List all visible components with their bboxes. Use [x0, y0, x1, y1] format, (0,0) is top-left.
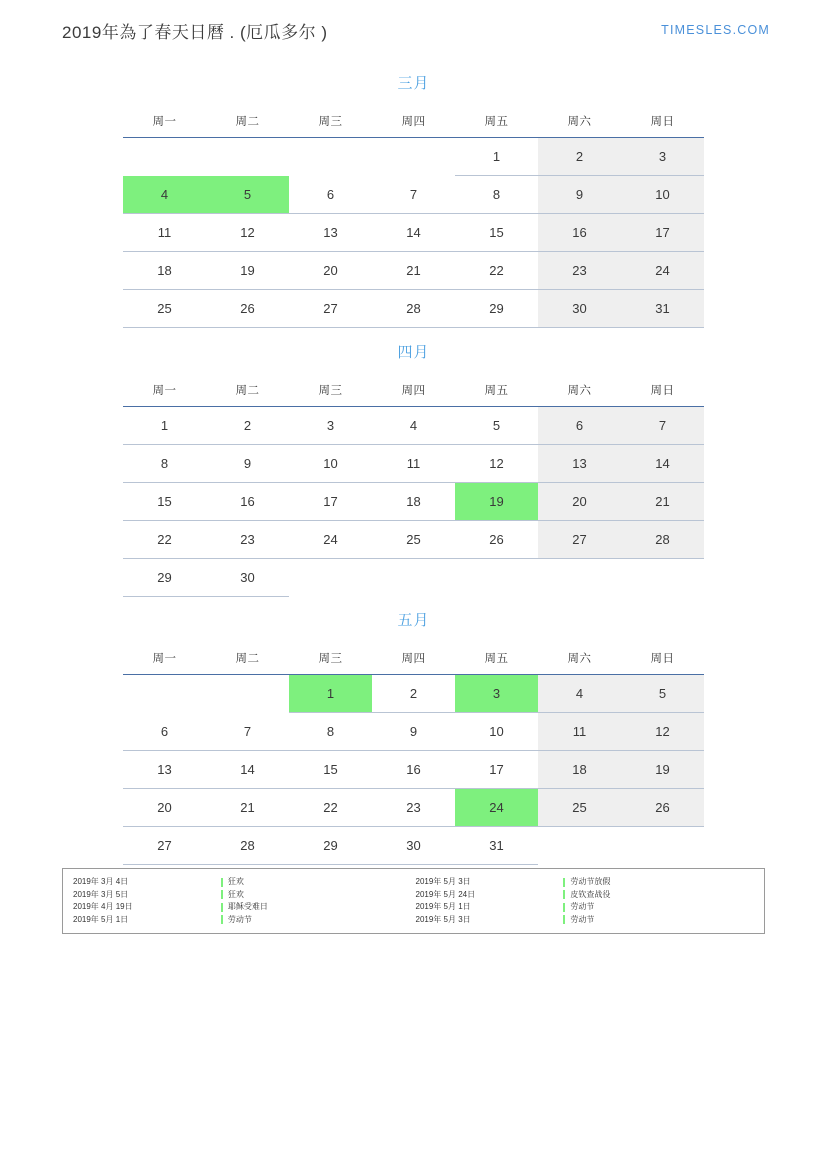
- legend-names-right: [563, 876, 758, 926]
- weekday-header: 周一: [123, 109, 206, 138]
- day-cell[interactable]: 22: [123, 521, 206, 559]
- legend-date: 2019年 5月 3日: [415, 877, 471, 886]
- weekday-header: 周五: [455, 109, 538, 138]
- week-row: [123, 827, 704, 865]
- day-cell[interactable]: 29: [289, 827, 372, 865]
- legend-date: 2019年 5月 3日: [415, 914, 471, 924]
- month-body: [123, 407, 704, 597]
- legend-date: 2019年 5月 1日: [415, 902, 471, 911]
- day-cell[interactable]: 6: [538, 407, 621, 445]
- legend-name-text: 狂欢: [227, 877, 244, 886]
- day-cell[interactable]: 23: [372, 789, 455, 827]
- day-cell-empty: [455, 559, 538, 597]
- legend-holiday-name: [563, 889, 758, 902]
- day-cell[interactable]: 10: [455, 713, 538, 751]
- day-cell[interactable]: 1: [455, 138, 538, 176]
- week-row: [123, 559, 704, 597]
- day-cell[interactable]: 19: [621, 751, 704, 789]
- day-cell[interactable]: 18: [372, 483, 455, 521]
- week-row: [123, 176, 704, 214]
- day-cell[interactable]: 5: [455, 407, 538, 445]
- day-cell-empty: [621, 827, 704, 865]
- legend-dates-right: [416, 876, 564, 926]
- day-cell[interactable]: 14: [206, 751, 289, 789]
- day-cell[interactable]: 23: [538, 252, 621, 290]
- month-title: 五月: [397, 612, 430, 629]
- weekday-header: 周四: [372, 646, 455, 675]
- page-header: [0, 18, 827, 50]
- day-cell[interactable]: 26: [206, 290, 289, 328]
- weekday-header: 周日: [621, 378, 704, 407]
- day-cell[interactable]: 6: [123, 713, 206, 751]
- day-cell-empty: [206, 675, 289, 713]
- month-grid: [123, 646, 704, 865]
- legend-color-swatch: [221, 878, 223, 887]
- day-cell[interactable]: 13: [123, 751, 206, 789]
- day-cell[interactable]: 11: [538, 713, 621, 751]
- day-cell[interactable]: 25: [538, 789, 621, 827]
- month-title: 四月: [397, 344, 430, 361]
- month-title: 三月: [397, 75, 430, 92]
- day-cell-empty: [621, 559, 704, 597]
- day-cell[interactable]: 9: [206, 445, 289, 483]
- legend-color-swatch: [221, 915, 223, 924]
- day-cell[interactable]: 21: [621, 483, 704, 521]
- day-cell[interactable]: 3: [289, 407, 372, 445]
- day-cell[interactable]: 30: [538, 290, 621, 328]
- month-grid: [123, 378, 704, 597]
- weekday-header: 周四: [372, 109, 455, 138]
- week-row: [123, 138, 704, 176]
- week-row: [123, 252, 704, 290]
- month-grid: [123, 109, 704, 328]
- day-cell-empty: [372, 138, 455, 176]
- legend-name-text: 狂欢: [227, 889, 244, 899]
- day-cell[interactable]: 7: [621, 407, 704, 445]
- legend-names-left: [221, 876, 416, 926]
- day-cell[interactable]: 10: [621, 176, 704, 214]
- week-row: [123, 713, 704, 751]
- day-cell-holiday[interactable]: 19: [455, 483, 538, 521]
- day-cell[interactable]: 18: [123, 252, 206, 290]
- legend-holiday-name: [221, 889, 416, 902]
- legend-name-text: 劳动节: [570, 914, 595, 924]
- week-row: [123, 521, 704, 559]
- legend-color-swatch: [221, 890, 223, 899]
- weekday-header: 周日: [621, 646, 704, 675]
- day-cell[interactable]: 12: [206, 214, 289, 252]
- day-cell[interactable]: 3: [621, 138, 704, 176]
- legend-name-text: 劳动节: [570, 902, 595, 911]
- day-cell[interactable]: 4: [538, 675, 621, 713]
- day-cell[interactable]: 5: [621, 675, 704, 713]
- day-cell[interactable]: 14: [372, 214, 455, 252]
- month-block-may: [123, 609, 704, 865]
- legend-color-swatch: [563, 890, 565, 899]
- day-cell[interactable]: 21: [206, 789, 289, 827]
- weekday-header: 周四: [372, 378, 455, 407]
- week-row: [123, 407, 704, 445]
- week-row: [123, 445, 704, 483]
- month-block-april: [123, 341, 704, 597]
- holiday-legend: [62, 868, 765, 934]
- day-cell[interactable]: 17: [621, 214, 704, 252]
- legend-color-swatch: [563, 878, 565, 887]
- day-cell[interactable]: 28: [621, 521, 704, 559]
- day-cell[interactable]: 15: [455, 214, 538, 252]
- day-cell[interactable]: 16: [206, 483, 289, 521]
- weekday-header: 周六: [538, 109, 621, 138]
- day-cell[interactable]: 29: [123, 559, 206, 597]
- legend-holiday-name: [563, 876, 758, 889]
- weekday-header: 周一: [123, 378, 206, 407]
- day-cell[interactable]: 4: [372, 407, 455, 445]
- day-cell[interactable]: 20: [289, 252, 372, 290]
- day-cell-empty: [538, 827, 621, 865]
- weekday-header: 周六: [538, 646, 621, 675]
- week-row: [123, 751, 704, 789]
- weekday-header-row: [123, 646, 704, 675]
- month-block-march: [123, 72, 704, 328]
- day-cell[interactable]: 10: [289, 445, 372, 483]
- weekday-header: 周六: [538, 378, 621, 407]
- weekday-header: 周三: [289, 378, 372, 407]
- brand-label: TIMESLES.COM: [661, 23, 770, 37]
- day-cell[interactable]: 16: [372, 751, 455, 789]
- day-cell[interactable]: 25: [123, 290, 206, 328]
- legend-dates-left: [73, 876, 221, 926]
- day-cell-empty: [123, 138, 206, 176]
- day-cell[interactable]: 13: [289, 214, 372, 252]
- day-cell[interactable]: 9: [372, 713, 455, 751]
- legend-holiday-name: [563, 914, 758, 927]
- day-cell[interactable]: 2: [372, 675, 455, 713]
- day-cell[interactable]: 30: [206, 559, 289, 597]
- day-cell-holiday[interactable]: 5: [206, 176, 289, 214]
- day-cell[interactable]: 24: [621, 252, 704, 290]
- day-cell[interactable]: 29: [455, 290, 538, 328]
- legend-holiday-name: [563, 901, 758, 914]
- page-title: 2019年為了春天日曆 . (厄瓜多尔 ): [62, 23, 328, 42]
- day-cell[interactable]: 8: [289, 713, 372, 751]
- day-cell-holiday[interactable]: 24: [455, 789, 538, 827]
- weekday-header: 周二: [206, 378, 289, 407]
- day-cell-empty: [289, 138, 372, 176]
- day-cell[interactable]: 27: [289, 290, 372, 328]
- day-cell-empty: [538, 559, 621, 597]
- weekday-header: 周二: [206, 109, 289, 138]
- weekday-header: 周五: [455, 378, 538, 407]
- month-body: [123, 138, 704, 328]
- day-cell[interactable]: 14: [621, 445, 704, 483]
- day-cell-empty: [206, 138, 289, 176]
- month-body: [123, 675, 704, 865]
- week-row: [123, 214, 704, 252]
- day-cell[interactable]: 19: [206, 252, 289, 290]
- day-cell[interactable]: 15: [289, 751, 372, 789]
- legend-color-swatch: [563, 903, 565, 912]
- legend-date: 2019年 3月 4日: [73, 877, 129, 886]
- day-cell[interactable]: 6: [289, 176, 372, 214]
- day-cell[interactable]: 18: [538, 751, 621, 789]
- day-cell[interactable]: 27: [538, 521, 621, 559]
- day-cell[interactable]: 2: [538, 138, 621, 176]
- week-row: [123, 789, 704, 827]
- day-cell[interactable]: 16: [538, 214, 621, 252]
- day-cell[interactable]: 23: [206, 521, 289, 559]
- day-cell[interactable]: 25: [372, 521, 455, 559]
- weekday-header-row: [123, 378, 704, 407]
- day-cell[interactable]: 12: [621, 713, 704, 751]
- day-cell[interactable]: 21: [372, 252, 455, 290]
- day-cell[interactable]: 11: [123, 214, 206, 252]
- legend-name-text: 劳动节放假: [570, 877, 611, 886]
- legend-name-text: 劳动节: [227, 914, 252, 924]
- legend-name-text: 耶稣受难日: [227, 902, 268, 911]
- day-cell[interactable]: 22: [289, 789, 372, 827]
- day-cell[interactable]: 20: [123, 789, 206, 827]
- day-cell[interactable]: 1: [123, 407, 206, 445]
- day-cell[interactable]: 8: [123, 445, 206, 483]
- day-cell[interactable]: 20: [538, 483, 621, 521]
- week-row: [123, 290, 704, 328]
- weekday-header: 周五: [455, 646, 538, 675]
- day-cell[interactable]: 28: [372, 290, 455, 328]
- day-cell[interactable]: 2: [206, 407, 289, 445]
- day-cell[interactable]: 13: [538, 445, 621, 483]
- day-cell[interactable]: 26: [621, 789, 704, 827]
- day-cell-holiday[interactable]: 3: [455, 675, 538, 713]
- legend-date: 2019年 5月 24日: [415, 889, 476, 899]
- legend-date: 2019年 3月 5日: [73, 889, 129, 899]
- legend-color-swatch: [563, 915, 565, 924]
- legend-holiday-name: [221, 901, 416, 914]
- day-cell[interactable]: 12: [455, 445, 538, 483]
- week-row: [123, 483, 704, 521]
- day-cell[interactable]: 22: [455, 252, 538, 290]
- day-cell[interactable]: 30: [372, 827, 455, 865]
- day-cell[interactable]: 17: [289, 483, 372, 521]
- week-row: [123, 675, 704, 713]
- day-cell[interactable]: 7: [372, 176, 455, 214]
- day-cell-holiday[interactable]: 1: [289, 675, 372, 713]
- day-cell[interactable]: 8: [455, 176, 538, 214]
- day-cell[interactable]: 11: [372, 445, 455, 483]
- day-cell-empty: [372, 559, 455, 597]
- legend-holiday-name: [221, 876, 416, 889]
- weekday-header: 周一: [123, 646, 206, 675]
- weekday-header: 周三: [289, 646, 372, 675]
- day-cell[interactable]: 26: [455, 521, 538, 559]
- day-cell[interactable]: 31: [455, 827, 538, 865]
- weekday-header: 周三: [289, 109, 372, 138]
- legend-date: 2019年 4月 19日: [73, 902, 133, 911]
- day-cell[interactable]: 27: [123, 827, 206, 865]
- day-cell[interactable]: 9: [538, 176, 621, 214]
- weekday-header-row: [123, 109, 704, 138]
- legend-holiday-name: [221, 914, 416, 927]
- day-cell-empty: [289, 559, 372, 597]
- day-cell[interactable]: 17: [455, 751, 538, 789]
- weekday-header: 周二: [206, 646, 289, 675]
- legend-color-swatch: [221, 903, 223, 912]
- weekday-header: 周日: [621, 109, 704, 138]
- legend-name-text: 皮钦查战役: [570, 889, 611, 899]
- day-cell-holiday[interactable]: 4: [123, 176, 206, 214]
- day-cell[interactable]: 28: [206, 827, 289, 865]
- day-cell[interactable]: 7: [206, 713, 289, 751]
- day-cell[interactable]: 24: [289, 521, 372, 559]
- legend-date: 2019年 5月 1日: [73, 914, 129, 924]
- day-cell-empty: [123, 675, 206, 713]
- day-cell[interactable]: 15: [123, 483, 206, 521]
- day-cell[interactable]: 31: [621, 290, 704, 328]
